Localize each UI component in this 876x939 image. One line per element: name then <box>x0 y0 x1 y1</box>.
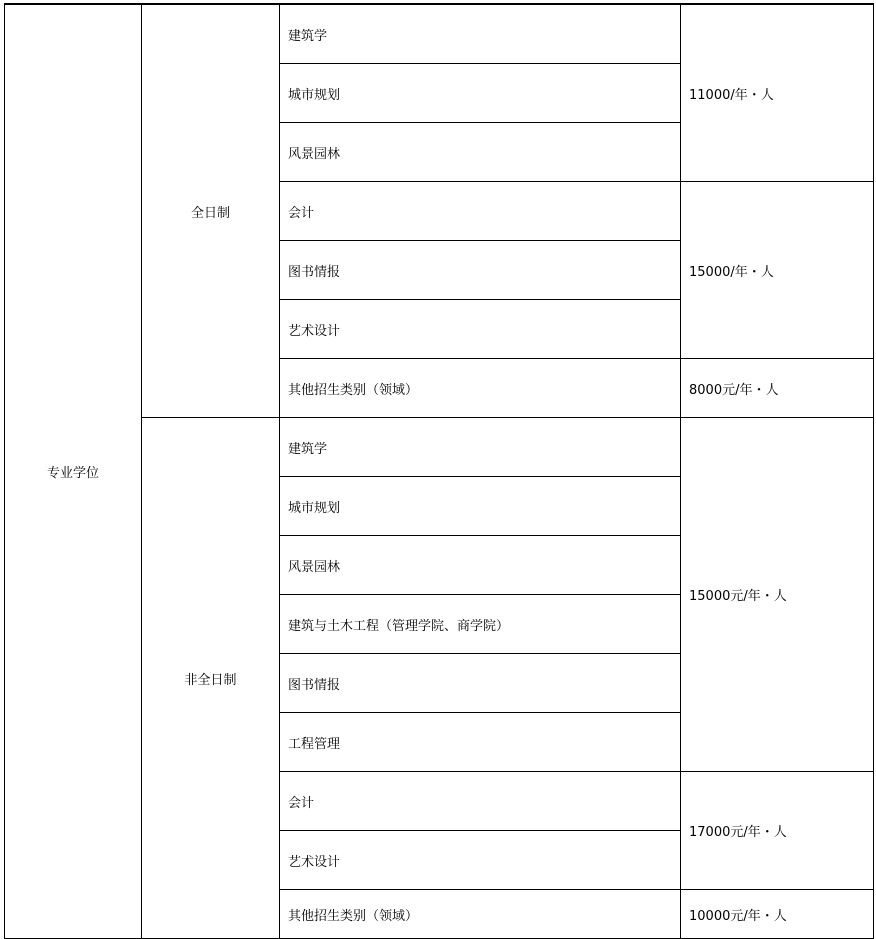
fee-cell: 8000元/年・人 <box>681 359 874 418</box>
fee-cell: 10000元/年・人 <box>681 890 874 939</box>
program-cell: 艺术设计 <box>280 831 681 890</box>
program-cell: 其他招生类别（领域） <box>280 890 681 939</box>
program-cell: 建筑学 <box>280 418 681 477</box>
program-cell: 建筑学 <box>280 5 681 64</box>
program-cell: 艺术设计 <box>280 300 681 359</box>
program-cell: 其他招生类别（领域） <box>280 359 681 418</box>
program-cell: 工程管理 <box>280 713 681 772</box>
study-mode-cell: 全日制 <box>142 5 280 418</box>
program-cell: 风景园林 <box>280 536 681 595</box>
program-cell: 城市规划 <box>280 477 681 536</box>
program-cell: 建筑与土木工程（管理学院、商学院） <box>280 595 681 654</box>
program-cell: 图书情报 <box>280 241 681 300</box>
program-cell: 会计 <box>280 772 681 831</box>
program-cell: 图书情报 <box>280 654 681 713</box>
fee-cell: 15000/年・人 <box>681 182 874 359</box>
table-row <box>5 5 874 64</box>
program-cell: 会计 <box>280 182 681 241</box>
tuition-fee-table <box>4 3 874 939</box>
program-cell: 城市规划 <box>280 64 681 123</box>
program-cell: 风景园林 <box>280 123 681 182</box>
fee-cell: 11000/年・人 <box>681 5 874 182</box>
degree-type-cell: 专业学位 <box>5 5 142 939</box>
fee-cell: 17000元/年・人 <box>681 772 874 890</box>
fee-cell: 15000元/年・人 <box>681 418 874 772</box>
study-mode-cell: 非全日制 <box>142 418 280 939</box>
